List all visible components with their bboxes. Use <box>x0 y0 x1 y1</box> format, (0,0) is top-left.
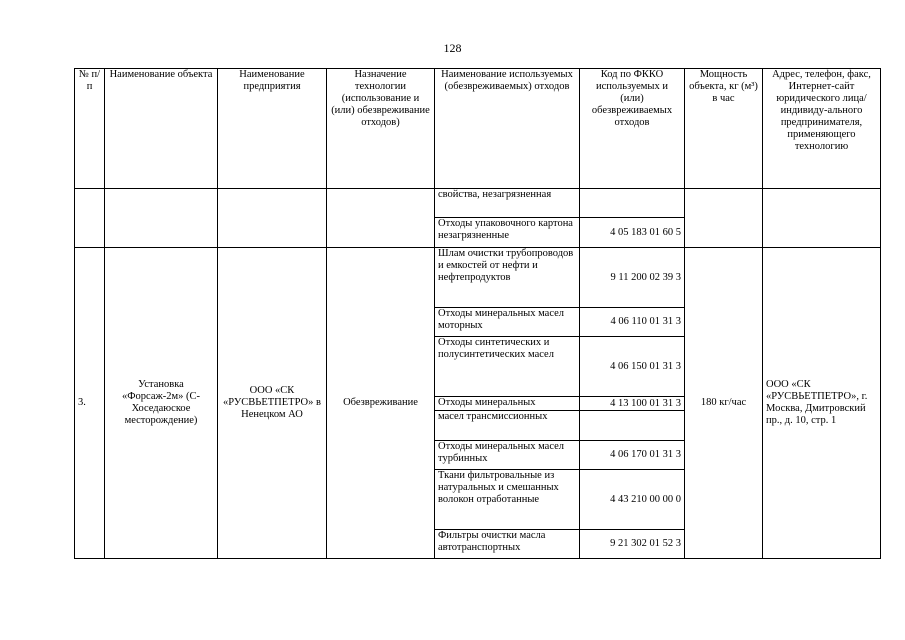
entry-purpose: Обезвреживание <box>327 248 435 559</box>
prev-address-cell <box>763 189 881 248</box>
entry-num: 3. <box>75 248 105 559</box>
fkko-code-cell: 4 06 150 01 31 3 <box>580 337 685 397</box>
page-number: 128 <box>443 41 462 55</box>
prev-capacity-cell <box>685 189 763 248</box>
prev-num-cell <box>75 189 105 248</box>
fkko-code-cell: 4 05 183 01 60 5 <box>580 218 685 248</box>
header-capacity: Мощность объекта, кг (м³) в час <box>685 69 763 189</box>
waste-name-cell: Отходы минеральных масел моторных <box>435 308 580 337</box>
waste-name-cell: Ткани фильтровальные из натуральных и смешанных волокон отработанные <box>435 470 580 530</box>
fkko-code-cell <box>580 189 685 218</box>
waste-name-cell: масел трансмиссионных <box>435 411 580 441</box>
waste-name-cell: Шлам очистки трубопроводов и емкостей от нефти и нефтепродуктов <box>435 248 580 308</box>
header-fkko-code: Код по ФККО используемых и (или) обезвреживаемых отходов <box>580 69 685 189</box>
fkko-code-cell: 9 21 302 01 52 3 <box>580 530 685 559</box>
waste-name-cell: Отходы минеральных <box>435 397 580 411</box>
entry-capacity: 180 кг/час <box>685 248 763 559</box>
header-row <box>75 69 881 189</box>
fkko-code-cell: 9 11 200 02 39 3 <box>580 248 685 308</box>
waste-name-cell: Отходы синтетических и полусинтетических масел <box>435 337 580 397</box>
fkko-code-cell: 4 06 170 01 31 3 <box>580 441 685 470</box>
waste-technology-table <box>74 68 881 559</box>
prev-purpose-cell <box>327 189 435 248</box>
header-object-name: Наименование объекта <box>105 69 218 189</box>
prev-enterprise-cell <box>218 189 327 248</box>
fkko-code-cell: 4 43 210 00 00 0 <box>580 470 685 530</box>
fkko-code-cell <box>580 411 685 441</box>
prev-object-cell <box>105 189 218 248</box>
header-num: № п/п <box>75 69 105 189</box>
header-enterprise-name: Наименование предприятия <box>218 69 327 189</box>
waste-name-cell: свойства, незагрязненная <box>435 189 580 218</box>
fkko-code-cell: 4 06 110 01 31 3 <box>580 308 685 337</box>
waste-name-cell: Фильтры очистки масла автотранспортных <box>435 530 580 559</box>
entry-enterprise-name: ООО «СК «РУСВЬЕТПЕТРО» в Ненецком АО <box>218 248 327 559</box>
waste-name-cell: Отходы упаковочного картона незагрязненные <box>435 218 580 248</box>
table-row <box>75 189 881 218</box>
header-address: Адрес, телефон, факс, Интернет-сайт юридического лица/индивиду-ального предпринимателя, применяющего технологию <box>763 69 881 189</box>
entry-object-name: Установка «Форсаж-2м» (С-Хоседаюское месторождение) <box>105 248 218 559</box>
fkko-code-cell: 4 13 100 01 31 3 <box>580 397 685 411</box>
entry-address: ООО «СК «РУСВЬЕТПЕТРО», г. Москва, Дмитровский пр., д. 10, стр. 1 <box>763 248 881 559</box>
header-purpose: Назначение технологии (использование и (или) обезвреживание отходов) <box>327 69 435 189</box>
waste-name-cell: Отходы минеральных масел турбинных <box>435 441 580 470</box>
table-row <box>75 248 881 308</box>
header-waste-names: Наименование используемых (обезвреживаемых) отходов <box>435 69 580 189</box>
